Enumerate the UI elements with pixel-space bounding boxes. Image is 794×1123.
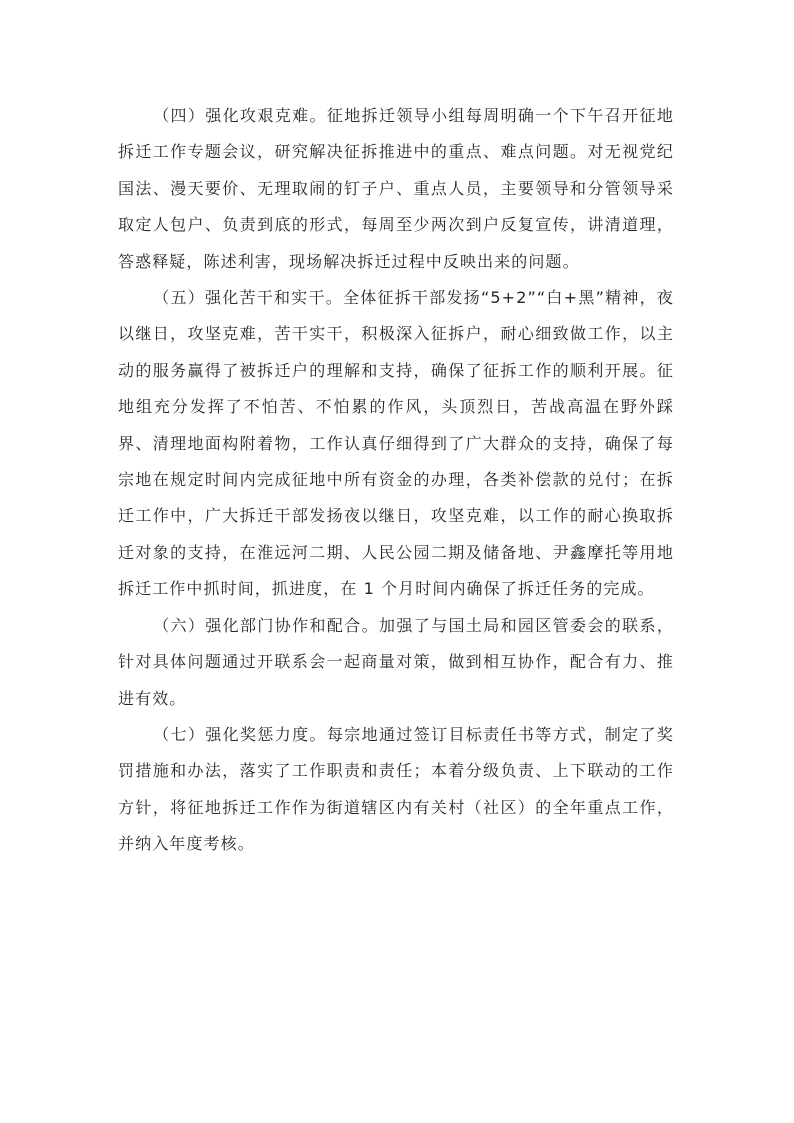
paragraph-6 [118, 608, 674, 717]
paragraph-4-label: （四） [153, 106, 206, 125]
paragraph-5-label: （五） [153, 288, 205, 308]
paragraph-4 [118, 98, 674, 280]
paragraph-5-text: 强化苦干和实干。全体征拆干部发扬“5+2”“白+黑”精神，夜以继日，攻坚克难，苦干实干，积极深入征拆户，耐心细致做工作，以主动的服务赢得了被拆迁户的理解和支持，确保了征拆工作的顺利开展。征地组充分发挥了不怕苦、不怕累的作风，头顶烈日，苦战高温在野外踩界、清理地面构附着物，工作认真仔细得到了广大群众的支持，确保了每宗地在规定时间内完成征地中所有资金的办理，各类补偿款的兑付；在拆迁工作中，广大拆迁干部发扬夜以继日，攻坚克难，以工作的耐心换取拆迁对象的支持，在淮远河二期、人民公园二期及储备地、尹鑫摩托等用地拆迁工作中抓时间，抓进度，在 1 个月时间内确保了拆迁任务的完成。 [118, 288, 674, 599]
paragraph-7-label: （七） [153, 724, 206, 744]
document-body [118, 98, 674, 863]
paragraph-7 [118, 717, 674, 863]
paragraph-6-label: （六） [153, 615, 206, 635]
paragraph-7-text: 强化奖惩力度。每宗地通过签订目标责任书等方式，制定了奖罚措施和办法，落实了工作职责和责任；本着分级负责、上下联动的工作方针，将征地拆迁工作作为街道辖区内有关村（社区）的全年重点工作，并纳入年度考核。 [118, 724, 674, 854]
paragraph-4-text: 强化攻艰克难。征地拆迁领导小组每周明确一个下午召开征地拆迁工作专题会议，研究解决征拆推进中的重点、难点问题。对无视党纪国法、漫天要价、无理取闹的钉子户、重点人员，主要领导和分管领导采取定人包户、负责到底的形式，每周至少两次到户反复宣传，讲清道理，答惑释疑，陈述利害，现场解决拆迁过程中反映出来的问题。 [118, 106, 674, 271]
paragraph-6-text: 强化部门协作和配合。加强了与国土局和园区管委会的联系，针对具体问题通过开联系会一起商量对策，做到相互协作，配合有力、推进有效。 [118, 615, 674, 708]
paragraph-5 [118, 280, 674, 608]
